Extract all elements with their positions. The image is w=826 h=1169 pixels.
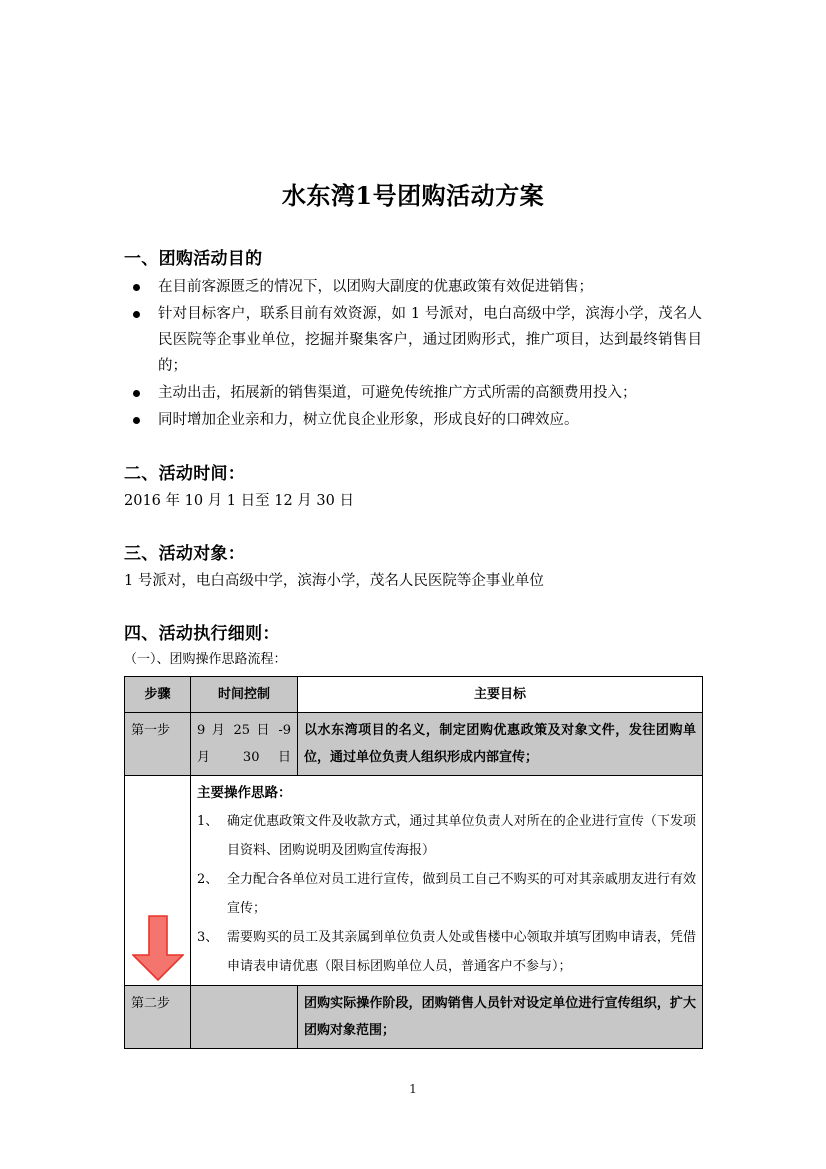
column-header-time: 时间控制 xyxy=(191,677,298,713)
column-header-goal: 主要目标 xyxy=(298,677,703,713)
list-item-text: 需要购买的员工及其亲属到单位负责人处或售楼中心领取并填写团购申请表，凭借申请表申请优惠（限目标团购单位人员，普通客户不参与）； xyxy=(227,930,696,974)
cell-step-one: 第一步 xyxy=(125,713,191,776)
section-two-heading: 二、活动时间： xyxy=(124,464,246,484)
page-title: 水东湾1号团购活动方案 xyxy=(281,181,545,210)
operation-steps-list xyxy=(197,807,696,981)
section-two-text: 2016 年 10 月 1 日至 12 月 30 日 xyxy=(124,493,354,509)
table-header-row xyxy=(125,677,703,713)
list-item: 在目前客源匮乏的情况下，以团购大副度的优惠政策有效促进销售； xyxy=(124,274,702,300)
cell-step-two: 第二步 xyxy=(125,986,191,1049)
list-item-text: 确定优惠政策文件及收款方式，通过其单位负责人对所在的企业进行宣传（下发项目资料、团购说明及团购宣传海报） xyxy=(227,814,696,858)
cell-goal-two: 团购实际操作阶段，团购销售人员针对设定单位进行宣传组织，扩大团购对象范围； xyxy=(298,986,703,1049)
list-item xyxy=(197,923,696,981)
group-buy-process-table xyxy=(124,676,703,1049)
cell-time-two xyxy=(191,986,298,1049)
list-item xyxy=(197,865,696,923)
column-header-step: 步骤 xyxy=(125,677,191,713)
page-number: 1 xyxy=(409,1081,417,1096)
list-item xyxy=(197,807,696,865)
list-item: 同时增加企业亲和力，树立优良企业形象，形成良好的口碑效应。 xyxy=(124,407,702,433)
cell-operation-steps xyxy=(191,776,703,986)
list-item-text: 全力配合各单位对员工进行宣传，做到员工自己不购买的可对其亲戚朋友进行有效宣传； xyxy=(227,872,696,916)
cell-goal-one: 以水东湾项目的名义，制定团购优惠政策及对象文件，发往团购单位，通过单位负责人组织形成内部宣传； xyxy=(298,713,703,776)
operation-steps-heading: 主要操作思路： xyxy=(197,785,292,801)
section-four-heading: 四、活动执行细则： xyxy=(124,624,280,644)
list-item-number: 2、 xyxy=(197,872,219,887)
section-three-text: 1 号派对，电白高级中学，滨海小学，茂名人民医院等企事业单位 xyxy=(124,573,544,589)
section-three-heading: 三、活动对象： xyxy=(124,544,246,564)
down-arrow-icon xyxy=(132,915,184,981)
section-four-subheading: （一）、团购操作思路流程： xyxy=(124,652,287,667)
cell-arrow-container xyxy=(125,776,191,986)
section-one-bullet-list xyxy=(124,274,702,433)
table-row xyxy=(125,986,703,1049)
list-item-number: 3、 xyxy=(197,930,219,945)
list-item: 针对目标客户，联系目前有效资源，如 1 号派对，电白高级中学，滨海小学，茂名人民医院等企事业单位，挖掘并聚集客户，通过团购形式，推广项目，达到最终销售目的； xyxy=(124,301,702,379)
list-item-number: 1、 xyxy=(197,814,219,829)
section-one-heading: 一、团购活动目的 xyxy=(124,249,263,269)
table-row xyxy=(125,776,703,986)
list-item: 主动出击，拓展新的销售渠道，可避免传统推广方式所需的高额费用投入； xyxy=(124,380,702,406)
table-row xyxy=(125,713,703,776)
document-body xyxy=(124,244,702,1049)
cell-time-one: 9 月 25 日 -9 月 30 日 xyxy=(191,713,298,776)
